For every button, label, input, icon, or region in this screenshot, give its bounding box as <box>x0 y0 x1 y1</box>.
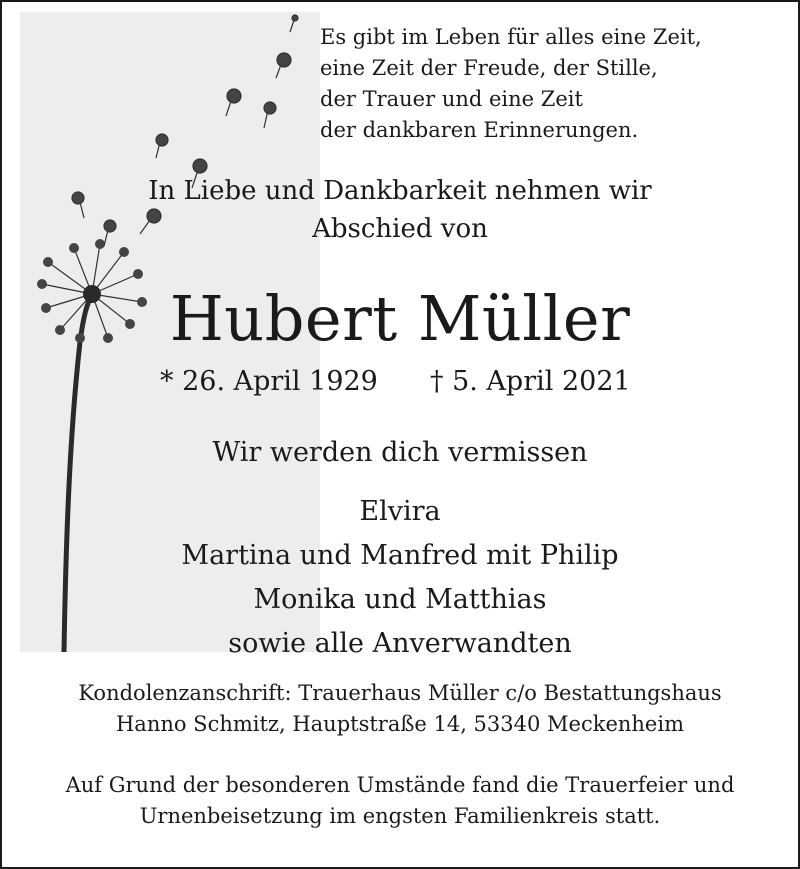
intro-text <box>0 172 800 248</box>
deceased-name: Hubert Müller <box>169 282 631 355</box>
address-line: Kondolenzanschrift: Trauerhaus Müller c/o Bestattungshaus <box>78 681 722 705</box>
condolence-address <box>0 678 800 740</box>
poem-line: der Trauer und eine Zeit <box>320 87 583 111</box>
poem-line: eine Zeit der Freude, der Stille, <box>320 56 658 80</box>
poem-line: der dankbaren Erinnerungen. <box>320 118 639 142</box>
funeral-notice <box>0 770 800 832</box>
address-line: Hanno Schmitz, Hauptstraße 14, 53340 Meckenheim <box>115 712 684 736</box>
mourner: sowie alle Anverwandten <box>228 628 572 659</box>
farewell-text: Wir werden dich vermissen <box>212 437 588 468</box>
notice-line: Urnenbeisetzung im engsten Familienkreis statt. <box>139 804 661 828</box>
intro-line: In Liebe und Dankbarkeit nehmen wir <box>148 176 652 206</box>
mourner: Monika und Matthias <box>253 584 547 615</box>
mourner: Martina und Manfred mit Philip <box>181 540 619 571</box>
death-date: † 5. April 2021 <box>430 366 631 397</box>
poem <box>320 22 702 146</box>
poem-line: Es gibt im Leben für alles eine Zeit, <box>320 25 702 49</box>
birth-date: * 26. April 1929 <box>160 366 378 397</box>
mourners-list <box>0 490 800 666</box>
mourner: Elvira <box>359 496 441 527</box>
notice-line: Auf Grund der besonderen Umstände fand die Trauerfeier und <box>65 773 735 797</box>
intro-line: Abschied von <box>312 214 488 244</box>
